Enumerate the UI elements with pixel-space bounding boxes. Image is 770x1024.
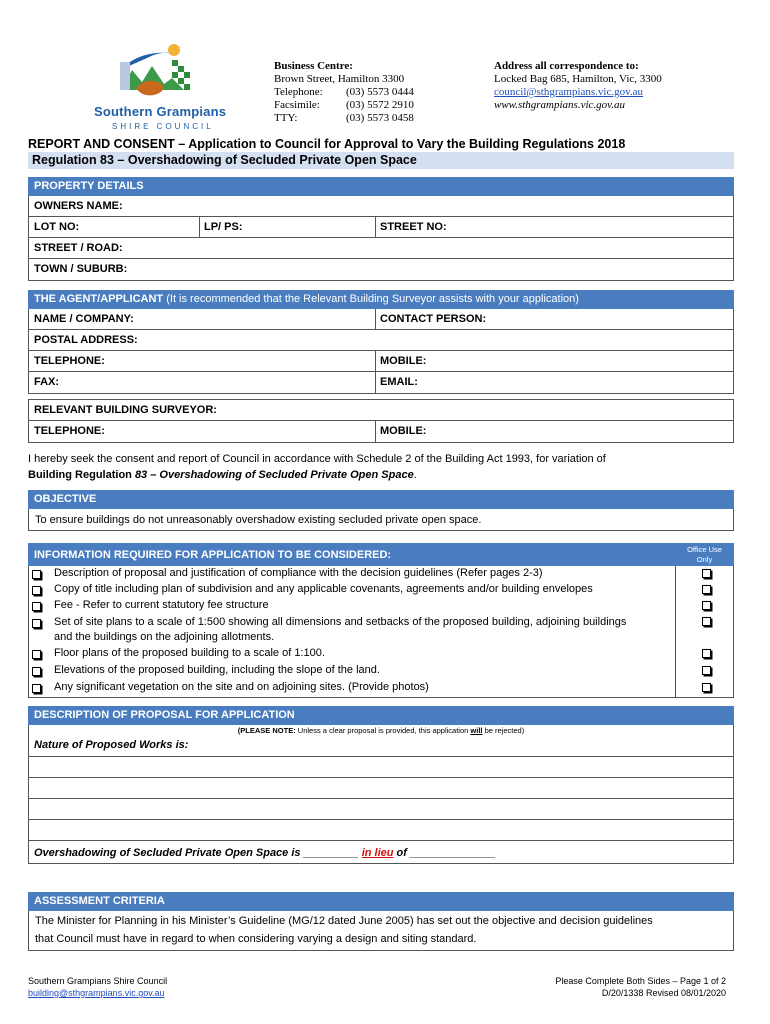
proposal-note-text-a: Unless a clear proposal is provided, this application [295,726,471,735]
lp-ps-field[interactable]: LP/ PS: [204,221,243,233]
objective-section [28,490,734,531]
agent-mobile-field[interactable]: MOBILE: [380,355,427,367]
footer-page: Please Complete Both Sides – Page 1 of 2 [555,976,726,986]
agent-fax-field[interactable]: FAX: [34,376,60,388]
lot-no-field[interactable]: LOT NO: [34,221,80,233]
assessment-line-1: The Minister for Planning in his Minister’s Guideline (MG/12 dated June 2005) has set out the objective and decision guidelines [35,915,653,927]
objective-text: To ensure buildings do not unreasonably overshadow existing secluded private open space. [28,509,734,531]
surveyor-mobile-field[interactable]: MOBILE: [380,425,427,437]
objective-heading: OBJECTIVE [28,490,734,509]
nature-line-2[interactable] [29,778,733,799]
office-checkbox-fee[interactable] [702,601,711,610]
proposal-note-will: will [470,726,483,735]
checkbox-description[interactable] [32,570,41,579]
council-email-link[interactable]: council@sthgrampians.vic.gov.au [494,86,644,98]
checkbox-vegetation[interactable] [32,684,41,693]
owners-name-field[interactable]: OWNERS NAME: [34,200,123,212]
correspondence [494,60,662,112]
proposal-note [29,725,733,737]
footer-right [555,975,726,999]
consent-line-1: I hereby seek the consent and report of Council in accordance with Schedule 2 of the Building Act 1993, for variation of [28,453,606,465]
property-details-heading: PROPERTY DETAILS [28,177,734,196]
office-checkbox-title[interactable] [702,585,711,594]
business-centre-address: Brown Street, Hamilton 3300 [274,73,405,85]
name-company-field[interactable]: NAME / COMPANY: [34,313,134,325]
facsimile-value: (03) 5572 2910 [346,99,414,111]
council-logo [92,40,227,135]
overshadowing-statement-b: of ______________ [393,847,496,859]
street-road-field[interactable]: STREET / ROAD: [34,242,123,254]
contact-person-field[interactable]: CONTACT PERSON: [380,313,487,325]
footer-email-link[interactable]: building@sthgrampians.vic.gov.au [28,988,165,998]
office-checkbox-site-plans[interactable] [702,617,711,626]
footer-org: Southern Grampians Shire Council [28,976,168,986]
relevant-building-surveyor-field[interactable]: RELEVANT BUILDING SURVEYOR: [34,404,217,416]
tty-label: TTY: [274,112,298,124]
office-checkbox-floor-plans[interactable] [702,649,711,658]
office-use-only-label: Only [696,555,713,564]
consent-statement [28,451,738,483]
proposal-heading: DESCRIPTION OF PROPOSAL FOR APPLICATION [28,706,734,725]
telephone-label: Telephone: [274,86,323,98]
logo-sub: SHIRE COUNCIL [112,122,214,131]
info-section [28,543,734,698]
checkbox-elevations[interactable] [32,667,41,676]
nature-line-1[interactable] [29,757,733,778]
office-checkbox-elevations[interactable] [702,666,711,675]
office-checkbox-description[interactable] [702,569,711,578]
office-use-label: Office Use [687,545,722,554]
info-item-floor-plans: Floor plans of the proposed building to a scale of 1:100. [54,647,325,659]
checkbox-site-plans[interactable] [32,619,41,628]
consent-line-2c: . [413,469,417,481]
info-item-site-plans: Set of site plans to a scale of 1:500 showing all dimensions and setbacks of the proposed building, adjoining buildings [54,616,627,628]
nature-line-4[interactable] [29,820,733,841]
consent-line-2b: 83 – Overshadowing of Secluded Private Open Space [134,469,414,481]
correspondence-address: Locked Bag 685, Hamilton, Vic, 3300 [494,73,662,85]
info-heading: INFORMATION REQUIRED FOR APPLICATION TO BE CONSIDERED: [28,543,675,566]
page-subtitle: Regulation 83 – Overshadowing of Secluded Private Open Space [28,152,734,169]
surveyor-telephone-field[interactable]: TELEPHONE: [34,425,105,437]
info-item-elevations: Elevations of the proposed building, including the slope of the land. [54,664,380,676]
info-item-vegetation: Any significant vegetation on the site and on adjoining sites. (Provide photos) [54,681,429,693]
council-logo-icon [92,40,227,104]
footer-left [28,975,167,999]
proposal-section [28,706,734,864]
info-item-title: Copy of title including plan of subdivision and any applicable covenants, agreements and/or building envelopes [54,583,593,595]
street-no-field[interactable]: STREET NO: [380,221,447,233]
business-centre [274,60,414,125]
office-checkbox-vegetation[interactable] [702,683,711,692]
footer-ref: D/20/1338 Revised 08/01/2020 [601,988,726,998]
facsimile-label: Facsimile: [274,99,320,111]
page-title: REPORT AND CONSENT – Application to Council for Approval to Vary the Building Regulations 2018 [28,137,626,151]
assessment-heading: ASSESSMENT CRITERIA [28,892,734,911]
agent-telephone-field[interactable]: TELEPHONE: [34,355,105,367]
consent-line-2a: Building Regulation [28,469,135,481]
correspondence-heading: Address all correspondence to: [494,60,639,72]
agent-section [28,290,734,394]
info-item-fee: Fee - Refer to current statutory fee structure [54,599,269,611]
tty-value: (03) 5573 0458 [346,112,414,124]
checkbox-fee[interactable] [32,602,41,611]
checkbox-title[interactable] [32,586,41,595]
agent-heading-title: THE AGENT/APPLICANT [34,293,164,305]
proposal-note-label: (PLEASE NOTE: [237,726,296,735]
town-suburb-field[interactable]: TOWN / SUBURB: [34,263,128,275]
agent-email-field[interactable]: EMAIL: [380,376,418,388]
overshadowing-statement-a: Overshadowing of Secluded Private Open Space is _________ [34,847,362,859]
agent-heading [28,290,734,309]
info-item-site-plans-cont: and the buildings on the adjoining allotments. [54,631,275,643]
surveyor-section [28,399,734,443]
assessment-section [28,892,734,951]
nature-of-works-field[interactable]: Nature of Proposed Works is: [34,739,189,751]
business-centre-heading: Business Centre: [274,60,353,72]
agent-heading-note: (It is recommended that the Relevant Building Surveyor assists with your application) [166,293,579,305]
nature-line-3[interactable] [29,799,733,820]
office-use-heading [675,543,734,566]
postal-address-field[interactable]: POSTAL ADDRESS: [34,334,138,346]
in-lieu-text: in lieu [361,847,394,859]
property-details-section [28,177,734,281]
telephone-value: (03) 5573 0444 [346,86,414,98]
checkbox-floor-plans[interactable] [32,650,41,659]
council-web-link[interactable]: www.sthgrampians.vic.gov.au [494,99,625,111]
logo-name: Southern Grampians [94,104,227,119]
overshadowing-statement[interactable] [29,841,496,863]
assessment-line-2: that Council must have in regard to when considering varying a design and siting standard. [35,933,477,945]
proposal-note-text-b: be rejected) [482,726,525,735]
info-item-description: Description of proposal and justification of compliance with the decision guidelines (Refer pages 2-3) [54,567,543,579]
